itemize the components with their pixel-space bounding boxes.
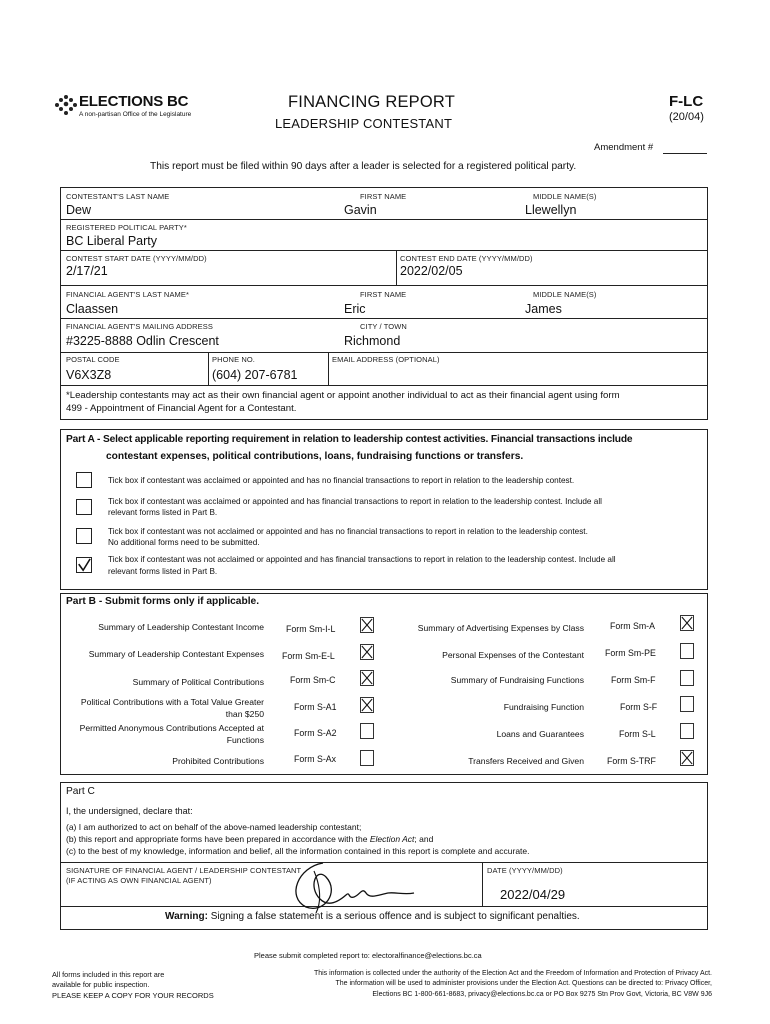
amendment-label: Amendment # [594, 142, 654, 153]
form-sa1-label2: than $250 [225, 709, 264, 719]
signature-image [268, 857, 416, 915]
agent-address-label: FINANCIAL AGENT'S MAILING ADDRESS [66, 322, 213, 331]
form-sax-label: Prohibited Contributions [172, 756, 264, 766]
form-strf-checkbox[interactable] [680, 750, 694, 766]
form-sa2-label2: Functions [226, 735, 264, 745]
part-c-declare: I, the undersigned, declare that: [66, 806, 193, 816]
form-smc-code: Form Sm-C [290, 675, 336, 685]
form-smc-checkbox[interactable] [360, 670, 374, 686]
footer-left-3: PLEASE KEEP A COPY FOR YOUR RECORDS [52, 991, 214, 1000]
form-smpe-checkbox[interactable] [680, 643, 694, 659]
agent-last-name[interactable]: Claassen [66, 302, 119, 316]
form-smel-code: Form Sm-E-L [282, 651, 335, 661]
form-strf-code: Form S-TRF [607, 756, 656, 766]
contestant-last-name-label: CONTESTANT'S LAST NAME [66, 192, 170, 201]
email-label: EMAIL ADDRESS (OPTIONAL) [332, 355, 440, 364]
contestant-first-name[interactable]: Gavin [344, 203, 377, 217]
clause-b-post: ; and [414, 834, 434, 844]
form-smf-label: Summary of Fundraising Functions [450, 675, 584, 685]
form-smpe-code: Form Sm-PE [605, 648, 656, 658]
part-a-option-3-text: Tick box if contestant was not acclaimed or appointed and has no financial transactions to report in relation to the leadership contest. [108, 527, 588, 536]
part-c-clause-b [66, 834, 433, 844]
agent-first-name[interactable]: Eric [344, 302, 366, 316]
form-sa2-checkbox[interactable] [360, 723, 374, 739]
form-sl-checkbox[interactable] [680, 723, 694, 739]
postal-code[interactable]: V6X3Z8 [66, 368, 112, 382]
contest-start-label: CONTEST START DATE (YYYY/MM/DD) [66, 254, 207, 263]
form-strf-label: Transfers Received and Given [468, 756, 584, 766]
agent-middle-name[interactable]: James [525, 302, 562, 316]
form-version: (20/04) [669, 111, 704, 123]
form-smpe-label: Personal Expenses of the Contestant [442, 650, 584, 660]
form-smf-code: Form Sm-F [611, 675, 656, 685]
footer-left-1: All forms included in this report are [52, 970, 165, 979]
footer-left-2: available for public inspection. [52, 980, 150, 989]
form-smel-label: Summary of Leadership Contestant Expenses [88, 649, 264, 659]
agent-middle-name-label: MIDDLE NAME(S) [533, 290, 597, 299]
form-smil-checkbox[interactable] [360, 617, 374, 633]
agent-note-line2: 499 - Appointment of Financial Agent for a Contestant. [66, 403, 297, 414]
clause-b-pre: (b) this report and appropriate forms have been prepared in accordance with the [66, 834, 370, 844]
intro-text: This report must be filed within 90 days after a leader is selected for a registered political party. [150, 161, 577, 172]
x-mark-icon [361, 645, 373, 659]
part-a-option-4-text2: relevant forms listed in Part B. [108, 567, 218, 576]
x-mark-icon [361, 698, 373, 712]
clause-b-italic: Election Act [369, 834, 415, 844]
agent-last-name-label: FINANCIAL AGENT'S LAST NAME* [66, 290, 190, 299]
report-subtitle: LEADERSHIP CONTESTANT [275, 116, 453, 131]
form-sma-label: Summary of Advertising Expenses by Class [417, 623, 584, 633]
postal-code-label: POSTAL CODE [66, 355, 120, 364]
party-value[interactable]: BC Liberal Party [66, 234, 158, 248]
warning-bold: Warning: [165, 911, 208, 922]
form-sax-checkbox[interactable] [360, 750, 374, 766]
agent-address[interactable]: #3225-8888 Odlin Crescent [66, 334, 219, 348]
contestant-last-name[interactable]: Dew [66, 203, 92, 217]
form-sma-checkbox[interactable] [680, 615, 694, 631]
part-a-option-4-checkbox[interactable] [76, 557, 92, 573]
contest-end-label: CONTEST END DATE (YYYY/MM/DD) [400, 254, 533, 263]
phone-label: PHONE NO. [212, 355, 255, 364]
part-a-title-line2: contestant expenses, political contributions, loans, fundraising functions or transfers. [106, 451, 524, 462]
form-sa1-code: Form S-A1 [294, 702, 337, 712]
footer-submit: Please submit completed report to: electoralfinance@elections.bc.ca [254, 951, 482, 960]
logo-text: ELECTIONS BC [79, 93, 189, 110]
form-sf-checkbox[interactable] [680, 696, 694, 712]
form-sf-code: Form S-F [620, 702, 658, 712]
report-title: FINANCING REPORT [288, 93, 455, 111]
agent-first-name-label: FIRST NAME [360, 290, 407, 299]
part-a-option-1-text: Tick box if contestant was acclaimed or appointed and has no financial transactions to report in relation to the leadership contest. [108, 476, 575, 485]
form-sl-code: Form S-L [619, 729, 656, 739]
amendment-line [663, 153, 707, 154]
agent-city-label: CITY / TOWN [360, 322, 407, 331]
part-c-clause-a: (a) I am authorized to act on behalf of the above-named leadership contestant; [66, 822, 362, 832]
contestant-middle-name[interactable]: Llewellyn [525, 203, 577, 217]
footer-right-2: The information will be used to administer provisions under the Election Act. Questions can be directed to: Privacy Officer, [335, 980, 712, 987]
contestant-first-name-label: FIRST NAME [360, 192, 407, 201]
logo-subtitle: A non-partisan Office of the Legislature [79, 111, 192, 118]
part-a-option-2-text: Tick box if contestant was acclaimed or appointed and has financial transactions to report in relation to the leadership contest. Include all [108, 497, 602, 506]
x-mark-icon [681, 751, 693, 765]
elections-bc-logo [54, 93, 214, 123]
contestant-middle-name-label: MIDDLE NAME(S) [533, 192, 597, 201]
part-c-clause-c: (c) to the best of my knowledge, information and belief, all the information contained in this report is complete and accurate. [66, 846, 530, 856]
part-a-option-3-text2: No additional forms need to be submitted. [108, 538, 260, 547]
part-a-option-4-text: Tick box if contestant was not acclaimed or appointed and has financial transactions to report in relation to the leadership contest. Include all [108, 555, 616, 564]
date-label: DATE (YYYY/MM/DD) [487, 866, 563, 875]
signature-label-line2: (IF ACTING AS OWN FINANCIAL AGENT) [66, 876, 212, 885]
form-smc-label: Summary of Political Contributions [132, 677, 264, 687]
form-code: F-LC [669, 93, 704, 110]
part-a-option-3-checkbox[interactable] [76, 528, 92, 544]
warning-rest: Signing a false statement is a serious offence and is subject to significant penalties. [207, 911, 580, 922]
logo-dots-icon [54, 94, 78, 116]
agent-note-line1: *Leadership contestants may act as their own financial agent or appoint another individual to act as their financial agent using form [66, 390, 620, 401]
form-sa1-label: Political Contributions with a Total Value Greater [80, 697, 264, 707]
form-smil-label: Summary of Leadership Contestant Income [98, 622, 264, 632]
form-smf-checkbox[interactable] [680, 670, 694, 686]
part-a-option-1-checkbox[interactable] [76, 472, 92, 488]
x-mark-icon [681, 616, 693, 630]
form-sa2-label: Permitted Anonymous Contributions Accepted at [79, 723, 264, 733]
party-label: REGISTERED POLITICAL PARTY* [66, 223, 187, 232]
phone-value[interactable]: (604) 207-6781 [212, 368, 298, 382]
x-mark-icon [361, 671, 373, 685]
part-a-option-2-checkbox[interactable] [76, 499, 92, 515]
form-sl-label: Loans and Guarantees [496, 729, 584, 739]
form-sa2-code: Form S-A2 [294, 728, 337, 738]
signature-date[interactable]: 2022/04/29 [500, 887, 566, 902]
form-sf-label: Fundraising Function [503, 702, 584, 712]
signature-label-line1: SIGNATURE OF FINANCIAL AGENT / LEADERSHIP CONTESTANT [66, 866, 302, 875]
x-mark-icon [361, 618, 373, 632]
part-a-title-line1: Part A - Select applicable reporting requirement in relation to leadership contest activities. Financial transactions include [66, 434, 633, 445]
check-mark-icon [77, 558, 91, 572]
warning-text [165, 911, 580, 922]
part-b-title: Part B - Submit forms only if applicable. [66, 596, 260, 607]
form-sa1-checkbox[interactable] [360, 697, 374, 713]
footer-right-3: Elections BC 1-800-661-8683, privacy@elections.bc.ca or PO Box 9275 Stn Prov Govt, Victoria, BC V8W 9J6 [372, 991, 712, 998]
footer-right-1: This information is collected under the authority of the Election Act and the Freedom of Information and Protection of Privacy Act. [313, 970, 712, 977]
part-c-title: Part C [66, 786, 95, 797]
form-sma-code: Form Sm-A [610, 621, 655, 631]
form-smel-checkbox[interactable] [360, 644, 374, 660]
contest-start-date[interactable]: 2/17/21 [66, 264, 108, 278]
form-smil-code: Form Sm-I-L [286, 624, 336, 634]
form-sax-code: Form S-Ax [294, 754, 337, 764]
part-a-option-2-text2: relevant forms listed in Part B. [108, 508, 218, 517]
agent-city[interactable]: Richmond [344, 334, 401, 348]
contest-end-date[interactable]: 2022/02/05 [400, 264, 463, 278]
